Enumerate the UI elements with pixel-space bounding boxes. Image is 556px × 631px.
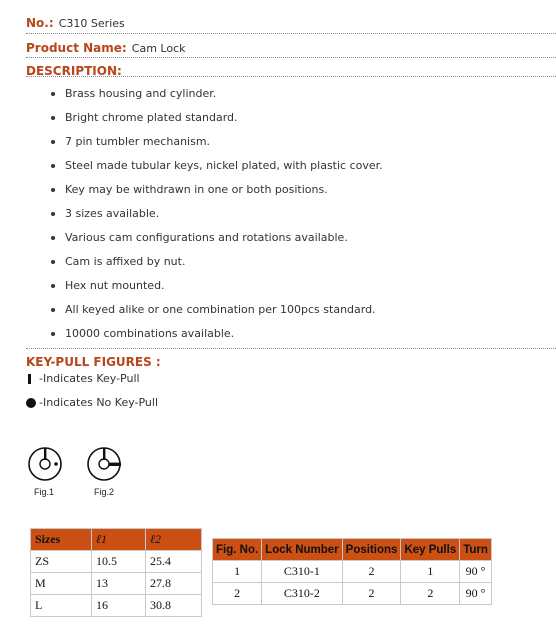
product-number-row	[26, 12, 556, 31]
table-cell: 90 °	[460, 583, 492, 605]
column-header: Key Pulls	[401, 539, 460, 561]
column-header: ℓ2	[146, 529, 202, 551]
column-header: Sizes	[31, 529, 92, 551]
column-header: Turn	[460, 539, 492, 561]
key-pull-bar-icon	[28, 374, 31, 384]
table-header-row	[213, 539, 492, 561]
table-cell: C310-1	[262, 561, 343, 583]
list-item: Bright chrome plated standard.	[26, 106, 383, 130]
table-cell: 30.8	[146, 595, 202, 617]
table-cell: 25.4	[146, 551, 202, 573]
bullet-icon	[51, 260, 55, 264]
list-item: Key may be withdrawn in one or both positions.	[26, 178, 383, 202]
sizes-table	[30, 528, 202, 617]
key-pull-heading-row	[26, 351, 556, 370]
bullet-icon	[51, 284, 55, 288]
bullet-icon	[51, 332, 55, 336]
table-cell: ZS	[31, 551, 92, 573]
fig1-lock-icon	[25, 445, 65, 485]
list-item: 10000 combinations available.	[26, 322, 383, 346]
product-name-row	[26, 37, 556, 56]
divider	[26, 348, 556, 349]
column-header: Fig. No.	[213, 539, 262, 561]
divider	[26, 33, 556, 34]
product-name-value: Cam Lock	[131, 42, 186, 55]
list-item: Hex nut mounted.	[26, 274, 383, 298]
table-cell: 1	[401, 561, 460, 583]
fig2-caption: Fig.2	[94, 487, 115, 497]
table-cell: C310-2	[262, 583, 343, 605]
description-heading: DESCRIPTION:	[26, 64, 122, 78]
key-pull-heading: KEY-PULL FIGURES :	[26, 355, 161, 369]
table-cell: 2	[342, 583, 401, 605]
table-cell: 1	[213, 561, 262, 583]
list-item: Brass housing and cylinder.	[26, 82, 383, 106]
divider	[26, 76, 556, 77]
table-cell: L	[31, 595, 92, 617]
table-row	[31, 573, 202, 595]
table-cell: M	[31, 573, 92, 595]
table-cell: 16	[92, 595, 146, 617]
bullet-icon	[51, 92, 55, 96]
table-cell: 13	[92, 573, 146, 595]
table-cell: 27.8	[146, 573, 202, 595]
divider	[26, 57, 556, 58]
fig2-lock-icon	[84, 445, 124, 485]
table-row	[213, 583, 492, 605]
list-item: Various cam configurations and rotations available.	[26, 226, 383, 250]
list-item: Steel made tubular keys, nickel plated, with plastic cover.	[26, 154, 383, 178]
description-list	[26, 82, 383, 346]
column-header: Positions	[342, 539, 401, 561]
table-cell: 90 °	[460, 561, 492, 583]
bullet-icon	[51, 164, 55, 168]
bullet-icon	[51, 116, 55, 120]
table-row	[31, 551, 202, 573]
product-name-label: Product Name:	[26, 41, 127, 55]
bullet-icon	[51, 188, 55, 192]
bullet-icon	[51, 308, 55, 312]
bullet-icon	[51, 212, 55, 216]
list-item: All keyed alike or one combination per 100pcs standard.	[26, 298, 383, 322]
figures-table	[212, 538, 492, 605]
table-cell: 2	[213, 583, 262, 605]
product-number-value: C310 Series	[58, 17, 125, 30]
column-header: ℓ1	[92, 529, 146, 551]
fig1-caption: Fig.1	[34, 487, 55, 497]
column-header: Lock Number	[262, 539, 343, 561]
list-item: Cam is affixed by nut.	[26, 250, 383, 274]
product-number-label: No.:	[26, 16, 54, 30]
list-item: 3 sizes available.	[26, 202, 383, 226]
table-cell: 2	[342, 561, 401, 583]
table-row	[213, 561, 492, 583]
table-cell: 2	[401, 583, 460, 605]
table-row	[31, 595, 202, 617]
no-key-pull-dot-icon	[26, 398, 36, 408]
table-header-row	[31, 529, 202, 551]
bullet-icon	[51, 236, 55, 240]
bullet-icon	[51, 140, 55, 144]
table-cell: 10.5	[92, 551, 146, 573]
list-item: 7 pin tumbler mechanism.	[26, 130, 383, 154]
